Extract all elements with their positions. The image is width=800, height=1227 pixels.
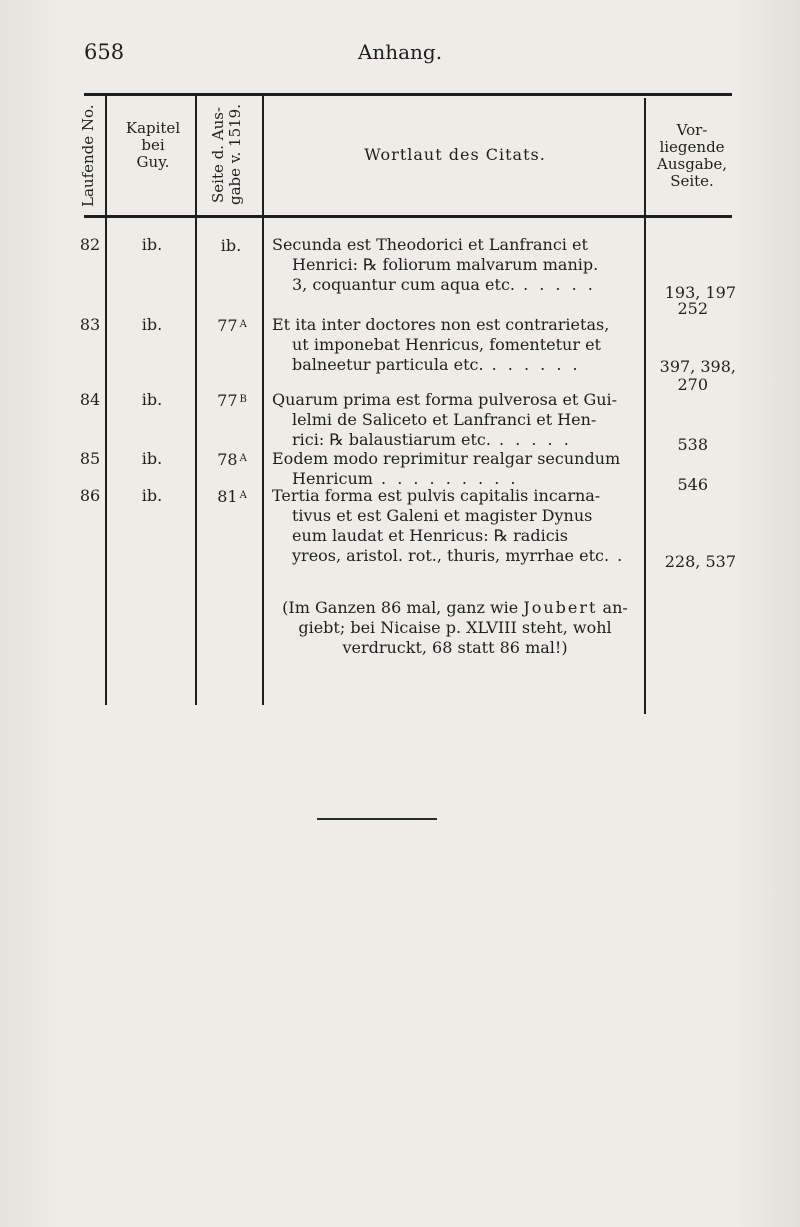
row-kapitel: ib. <box>141 390 163 409</box>
summary-note: (Im Ganzen 86 mal, ganz wie Joubert an- giebt; bei Nicaise p. XLVIII steht, wohl verdruckt, 68 statt 86 mal!) <box>282 598 628 657</box>
header-vorliegende-ausgabe: Vor- liegende Ausgabe, Seite. <box>657 121 727 190</box>
row-page: 538 <box>677 435 708 454</box>
row-page: 546 <box>677 475 708 494</box>
row-seite: ib. <box>220 236 242 255</box>
column-rule-4 <box>644 98 646 714</box>
row-number: 85 <box>79 449 101 468</box>
header-kapitel: Kapitel bei Guy. <box>125 119 181 171</box>
row-kapitel: ib. <box>141 235 163 254</box>
row-number: 84 <box>79 390 101 409</box>
page-number: 658 <box>84 40 125 64</box>
table-top-rule <box>84 93 732 96</box>
leader-dots: . . . . . <box>514 275 596 294</box>
end-rule <box>317 818 437 820</box>
leader-dots: . <box>609 546 626 565</box>
column-rule-1 <box>105 95 107 705</box>
row-citation: Et ita inter doctores non est contrarietas, ut imponebat Henricus, fomentetur et balneetur particula etc. . . . . . . <box>272 315 610 374</box>
row-kapitel: ib. <box>141 449 163 468</box>
row-citation: Tertia forma est pulvis capitalis incarna- tivus et est Galeni et magister Dynus eum laudat et Henricus: ℞ radicis yreos, aristol. rot., thuris, myrrhae etc. . <box>272 486 626 565</box>
column-rule-3 <box>262 95 264 705</box>
running-title: Anhang. <box>357 40 443 64</box>
leader-dots: . . . . . . . . . <box>372 469 519 488</box>
row-number: 86 <box>79 486 101 505</box>
row-citation: Eodem modo reprimitur realgar secundum Henricum . . . . . . . . . <box>272 449 621 488</box>
row-number: 82 <box>79 235 101 254</box>
row-seite: 77 $^A$ <box>217 316 247 335</box>
header-seite: Seite d. Aus- gabe v. 1519. <box>209 104 244 206</box>
leader-dots: . . . . . . <box>483 355 581 374</box>
row-page: 397, 398, 270 <box>659 357 736 394</box>
row-page: 228, 537 <box>664 552 736 571</box>
header-laufende-no: Laufende No. <box>79 104 97 208</box>
leader-dots: . . . . . <box>490 430 572 449</box>
header-bottom-rule <box>84 215 732 218</box>
row-seite: 81 $^A$ <box>217 487 247 506</box>
column-rule-2 <box>195 95 197 705</box>
row-kapitel: ib. <box>141 486 163 505</box>
row-citation: Quarum prima est forma pulverosa et Gui- lelmi de Saliceto et Lanfranci et Hen- rici: ℞ balaustiarum etc. . . . . . <box>272 390 618 449</box>
row-kapitel: ib. <box>141 315 163 334</box>
header-wortlaut: Wortlaut des Citats. <box>364 145 546 164</box>
author-name-joubert: Joubert <box>523 598 598 617</box>
row-seite: 77 $^B$ <box>217 391 247 410</box>
row-page: 193, 197 252 <box>664 283 736 318</box>
row-seite: 78 $^A$ <box>217 450 247 469</box>
row-number: 83 <box>79 315 101 334</box>
row-citation: Secunda est Theodorici et Lanfranci et Henrici: ℞ foliorum malvarum manip. 3, coquantur cum aqua etc. . . . . . <box>272 235 599 294</box>
